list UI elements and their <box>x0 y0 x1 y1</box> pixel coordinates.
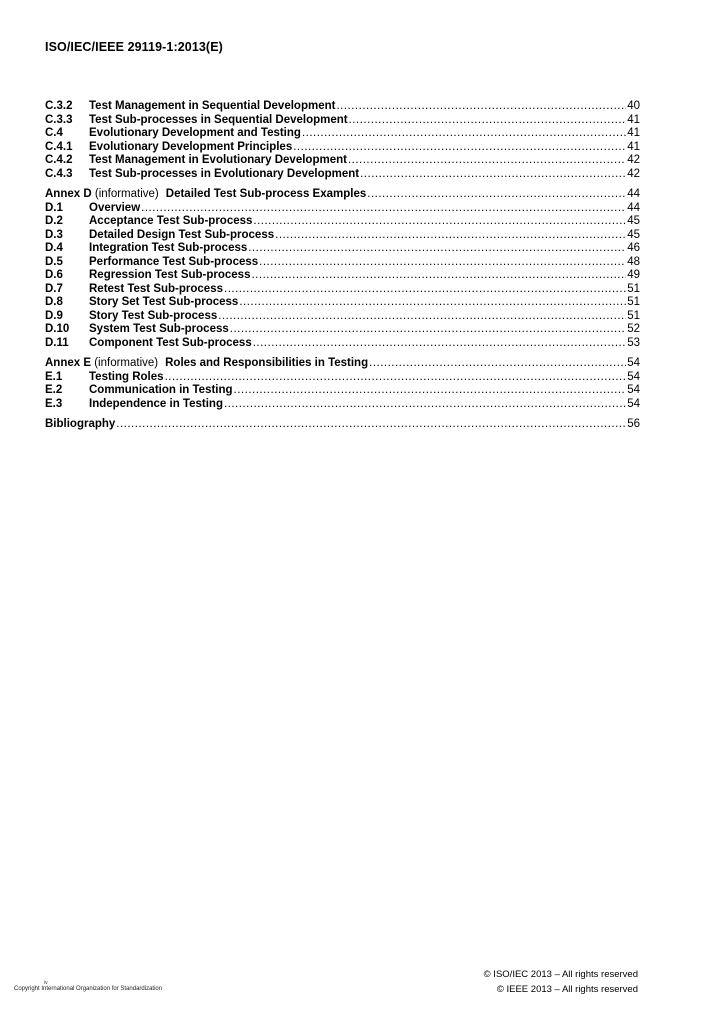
toc-entry-title: Communication in Testing <box>89 384 233 396</box>
annex-informative-label: (informative) <box>94 357 159 369</box>
toc-group-c <box>45 100 640 181</box>
toc-entry-title: Test Sub-processes in Evolutionary Development <box>89 167 360 180</box>
toc-entry-title: Bibliography <box>45 418 116 430</box>
toc-entry-number: D.3 <box>45 228 63 241</box>
toc-entry-number: D.8 <box>45 296 63 308</box>
toc-entry-number: D.9 <box>45 309 63 322</box>
toc-leader-dots <box>259 256 626 270</box>
toc-group-annex-d <box>45 188 640 350</box>
toc-entry-title: Acceptance Test Sub-process <box>89 215 253 227</box>
toc-entry-page: 56 <box>627 418 640 430</box>
toc-entry-page: 41 <box>627 140 640 153</box>
toc-entry[interactable] <box>45 141 640 155</box>
toc-entry-page: 45 <box>627 215 640 227</box>
toc-entry[interactable] <box>45 256 640 270</box>
toc-entry-number: C.4.2 <box>45 154 73 166</box>
toc-entry-number: E.2 <box>45 384 63 396</box>
toc-annex-d-entry[interactable] <box>45 188 640 202</box>
copyright-block <box>484 967 638 997</box>
copyright-ieee: © IEEE 2013 – All rights reserved <box>496 984 638 995</box>
toc-leader-dots <box>367 188 626 202</box>
toc-entry-number: D.11 <box>45 336 69 349</box>
toc-entry[interactable] <box>45 127 640 141</box>
toc-leader-dots <box>369 357 626 371</box>
toc-leader-dots <box>230 323 626 337</box>
toc-leader-dots <box>116 418 626 432</box>
toc-entry[interactable] <box>45 269 640 283</box>
toc-annex-title <box>45 188 366 202</box>
toc-entry[interactable] <box>45 323 640 337</box>
toc-entry-page: 44 <box>627 201 640 214</box>
toc-entry-number: C.4.3 <box>45 167 73 180</box>
toc-leader-dots <box>293 141 626 155</box>
toc-entry-title: Retest Test Sub-process <box>89 282 223 295</box>
toc-entry[interactable] <box>45 398 640 412</box>
toc-entry-number: C.3.3 <box>45 113 73 126</box>
toc-entry-title: Detailed Design Test Sub-process <box>89 228 275 241</box>
toc-entry-page: 53 <box>627 336 640 349</box>
toc-entry[interactable] <box>45 242 640 256</box>
annex-heading: Roles and Responsibilities in Testing <box>165 357 369 369</box>
toc-entry-number: D.1 <box>45 201 63 214</box>
toc-entry-page: 54 <box>627 397 640 410</box>
toc-leader-dots <box>224 283 626 297</box>
page-number-mark: iv <box>44 980 48 986</box>
toc-annex-e-entry[interactable] <box>45 357 640 371</box>
toc-entry-page: 51 <box>627 296 640 308</box>
toc-entry-number: D.6 <box>45 269 63 281</box>
toc-entry-page: 54 <box>627 384 640 396</box>
toc-leader-dots <box>251 269 626 283</box>
toc-entry-title: System Test Sub-process <box>89 323 229 335</box>
toc-leader-dots <box>348 154 626 168</box>
toc-entry-page: 51 <box>627 309 640 322</box>
toc-entry-page: 41 <box>627 113 640 126</box>
toc-entry-number: C.4.1 <box>45 140 73 153</box>
toc-leader-dots <box>336 100 626 114</box>
toc-bibliography-entry[interactable] <box>45 418 640 432</box>
toc-entry-number: E.3 <box>45 397 63 410</box>
toc-entry-title: Evolutionary Development and Testing <box>89 127 301 139</box>
toc-leader-dots <box>141 202 626 216</box>
toc-entry-title: Test Management in Evolutionary Development <box>89 154 347 166</box>
toc-entry-number: D.4 <box>45 242 63 254</box>
toc-leader-dots <box>239 296 626 310</box>
toc-entry-title: Test Management in Sequential Development <box>89 100 336 112</box>
toc-entry[interactable] <box>45 202 640 216</box>
toc-leader-dots <box>248 242 626 256</box>
toc-group-bibliography <box>45 418 640 432</box>
toc-entry[interactable] <box>45 337 640 351</box>
toc-leader-dots <box>360 168 626 182</box>
toc-entry-title: Testing Roles <box>89 370 164 383</box>
document-id-header: ISO/IEC/IEEE 29119-1:2013(E) <box>45 40 223 54</box>
toc-entry-page: 40 <box>627 100 640 112</box>
toc-leader-dots <box>253 215 626 229</box>
toc-leader-dots <box>165 371 627 385</box>
toc-entry-page: 44 <box>627 188 640 200</box>
toc-entry-number: E.1 <box>45 370 63 383</box>
toc-entry-title: Evolutionary Development Principles <box>89 140 293 153</box>
toc-entry-page: 49 <box>627 269 640 281</box>
toc-leader-dots <box>218 310 626 324</box>
toc-entry-page: 54 <box>627 357 640 369</box>
toc-entry[interactable] <box>45 384 640 398</box>
annex-informative-label: (informative) <box>94 188 159 200</box>
toc-entry[interactable] <box>45 168 640 182</box>
annex-label: Annex D <box>45 188 92 200</box>
toc-entry-number: D.5 <box>45 255 63 268</box>
toc-entry-page: 48 <box>627 255 640 268</box>
toc-entry-title: Component Test Sub-process <box>89 336 252 349</box>
toc-entry-number: D.2 <box>45 215 63 227</box>
toc-entry-page: 52 <box>627 323 640 335</box>
toc-entry-number: D.10 <box>45 323 70 335</box>
copyright-source-note: Copyright International Organization for Standardization <box>14 986 163 992</box>
toc-entry-page: 42 <box>627 167 640 180</box>
toc-entry[interactable] <box>45 114 640 128</box>
toc-entry-number: D.7 <box>45 282 63 295</box>
toc-entry-title: Overview <box>89 201 141 214</box>
toc-entry[interactable] <box>45 100 640 114</box>
copyright-iso: © ISO/IEC 2013 – All rights reserved <box>483 969 638 980</box>
table-of-contents <box>45 100 640 439</box>
toc-entry-title: Story Test Sub-process <box>89 309 218 322</box>
toc-entry[interactable] <box>45 215 640 229</box>
toc-leader-dots <box>302 127 626 141</box>
toc-entry-title: Regression Test Sub-process <box>89 269 251 281</box>
toc-entry-title: Independence in Testing <box>89 397 223 410</box>
toc-group-annex-e <box>45 357 640 411</box>
toc-entry[interactable] <box>45 296 640 310</box>
toc-entry-page: 45 <box>627 228 640 241</box>
toc-leader-dots <box>349 114 627 128</box>
toc-annex-title <box>45 357 368 371</box>
toc-entry-page: 54 <box>627 370 640 383</box>
toc-entry-number: C.3.2 <box>45 100 73 112</box>
toc-entry-title: Story Set Test Sub-process <box>89 296 239 308</box>
toc-entry-title: Test Sub-processes in Sequential Development <box>89 113 348 126</box>
toc-leader-dots <box>234 384 627 398</box>
toc-entry-title: Performance Test Sub-process <box>89 255 259 268</box>
toc-entry[interactable] <box>45 371 640 385</box>
toc-entry[interactable] <box>45 283 640 297</box>
toc-entry-page: 41 <box>627 127 640 139</box>
toc-entry[interactable] <box>45 310 640 324</box>
toc-entry-title: Integration Test Sub-process <box>89 242 248 254</box>
annex-heading: Detailed Test Sub-process Examples <box>165 188 367 200</box>
toc-leader-dots <box>275 229 626 243</box>
annex-label: Annex E <box>45 357 92 369</box>
toc-entry-page: 46 <box>627 242 640 254</box>
toc-entry-page: 51 <box>627 282 640 295</box>
toc-entry-number: C.4 <box>45 127 63 139</box>
toc-leader-dots <box>253 337 626 351</box>
toc-entry[interactable] <box>45 229 640 243</box>
toc-entry[interactable] <box>45 154 640 168</box>
toc-leader-dots <box>224 398 626 412</box>
toc-entry-page: 42 <box>627 154 640 166</box>
